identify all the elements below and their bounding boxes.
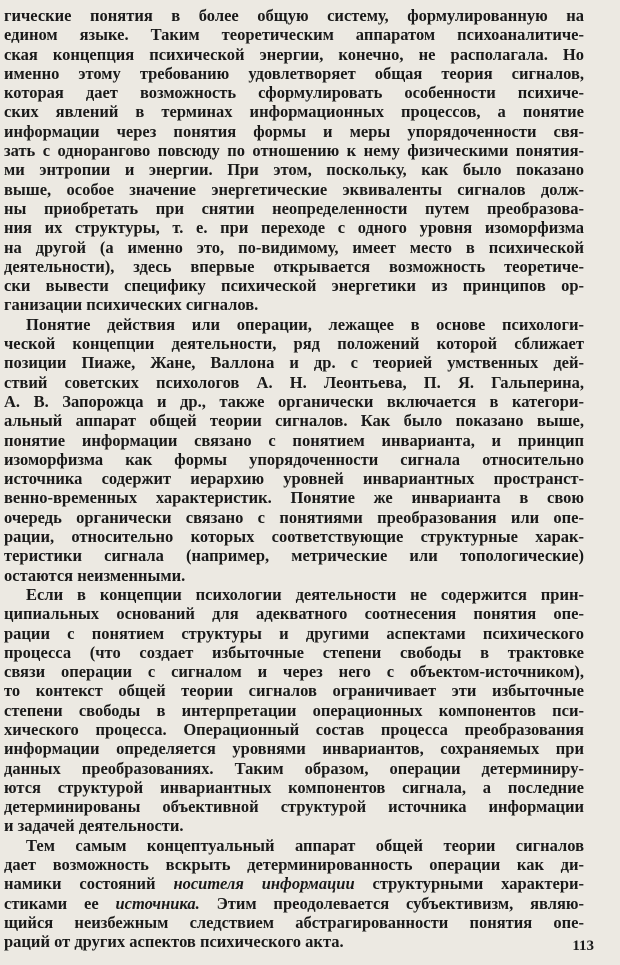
text-line: ских явлений в терминах информационных процессов, а понятие xyxy=(4,102,584,122)
body-text xyxy=(4,6,584,952)
text-line: остаются неизменными. xyxy=(4,565,186,585)
text-line: степени свободы в интерпретации операционных компонентов пси- xyxy=(4,700,584,720)
text-line: раций от других аспектов психического акта. xyxy=(4,932,344,952)
text-line: ская концепция психической энергии, конечно, не располагала. Но xyxy=(4,44,584,64)
text-line: ски вывести специфику психической энергетики из принципов ор- xyxy=(4,276,584,296)
text-line: Понятие действия или операции, лежащее в основе психологи- xyxy=(26,314,584,334)
text-line: деятельности), здесь впервые открывается возможность теоретиче- xyxy=(4,256,584,276)
text-line: ческой концепции деятельности, ряд положений которой сближает xyxy=(4,334,584,354)
text-line: ганизации психических сигналов. xyxy=(4,295,259,315)
text-line: ны приобретать при снятии неопределенности путем преобразова- xyxy=(4,198,584,218)
text-line: Тем самым концептуальный аппарат общей теории сигналов xyxy=(26,835,584,855)
text-line: именно этому требованию удовлетворяет общая теория сигналов, xyxy=(4,63,584,83)
text-line: процесса (что создает избыточные степени свободы в трактовке xyxy=(4,642,584,662)
text-line: зать с однорангово повсюду по отношению к нему физическими понятия- xyxy=(4,141,584,161)
text-line: информации определяется уровнями инвариантов, сохраняемых при xyxy=(4,739,584,759)
text-line: рации с понятием структуры и другими аспектами психического xyxy=(4,623,584,643)
text-line: дает возможность вскрыть детерминированность операции как ди- xyxy=(4,855,584,875)
text-line: на другой (а именно это, по-видимому, имеет место в психической xyxy=(4,237,584,257)
text-line: данных преобразованиях. Таким образом, операции детерминиру- xyxy=(4,758,584,778)
page-number: 113 xyxy=(572,938,594,954)
text-line: позиции Пиаже, Жане, Валлона и др. с теорией умственных дей- xyxy=(4,353,584,373)
text-line: хического процесса. Операционный состав процесса преобразования xyxy=(4,719,584,739)
text-line: то контекст общей теории сигналов ограничивает эти избыточные xyxy=(4,681,584,701)
text-line: и задачей деятельности. xyxy=(4,816,184,836)
text-line: ются структурой инвариантных компонентов сигнала, а последние xyxy=(4,777,584,797)
text-line: альный аппарат общей теории сигналов. Как было показано выше, xyxy=(4,411,584,431)
text-line: детерминированы объективной структурой источника информации xyxy=(4,797,584,817)
text-line: выше, особое значение энергетические эквиваленты сигналов долж- xyxy=(4,179,584,199)
text-line: гические понятия в более общую систему, формулированную на xyxy=(4,6,584,25)
text-line: едином языке. Таким теоретическим аппаратом психоаналитиче- xyxy=(4,25,584,45)
italic-term: носителя информации xyxy=(173,874,355,894)
text-line: которая дает возможность сформулировать особенности психиче- xyxy=(4,83,584,103)
text-line: стиками ее источника. Этим преодолевается субъективизм, являю- xyxy=(4,893,584,913)
text-line: Если в концепции психологии деятельности не содержится прин- xyxy=(26,584,584,604)
text-line: источника содержит иерархию уровней инвариантных пространст- xyxy=(4,469,584,489)
italic-term: источника. xyxy=(115,893,200,913)
text-line: теристики сигнала (например, метрические или топологические) xyxy=(4,546,584,566)
text-line: рации, относительно которых соответствующие структурные харак- xyxy=(4,527,584,547)
text-line: связи операции с сигналом и через него с объектом-источником), xyxy=(4,662,584,682)
text-line: А. В. Запорожца и др., также органически включается в категори- xyxy=(4,391,584,411)
text-line: ципиальных оснований для адекватного соотнесения понятия опе- xyxy=(4,604,584,624)
text-line: ствий советских психологов А. Н. Леонтьева, П. Я. Гальперина, xyxy=(4,372,584,392)
text-line: ми энтропии и энергии. При этом, поскольку, как было показано xyxy=(4,160,584,180)
text-line: информации через понятия формы и меры упорядоченности свя- xyxy=(4,121,584,141)
text-line: венно-временных характеристик. Понятие же инварианта в свою xyxy=(4,488,584,508)
text-line: очередь органически связано с понятиями преобразования или опе- xyxy=(4,507,584,527)
text-line: намики состояний носителя информации структурными характери- xyxy=(4,874,584,894)
text-line: понятие информации связано с понятием инварианта, и принцип xyxy=(4,430,584,450)
text-line: изоморфизма как формы упорядоченности сигнала относительно xyxy=(4,449,584,469)
text-line: щийся неизбежным следствием абстрагированности понятия опе- xyxy=(4,912,584,932)
text-line: ния их структуры, т. е. при переходе с одного уровня изоморфизма xyxy=(4,218,584,238)
